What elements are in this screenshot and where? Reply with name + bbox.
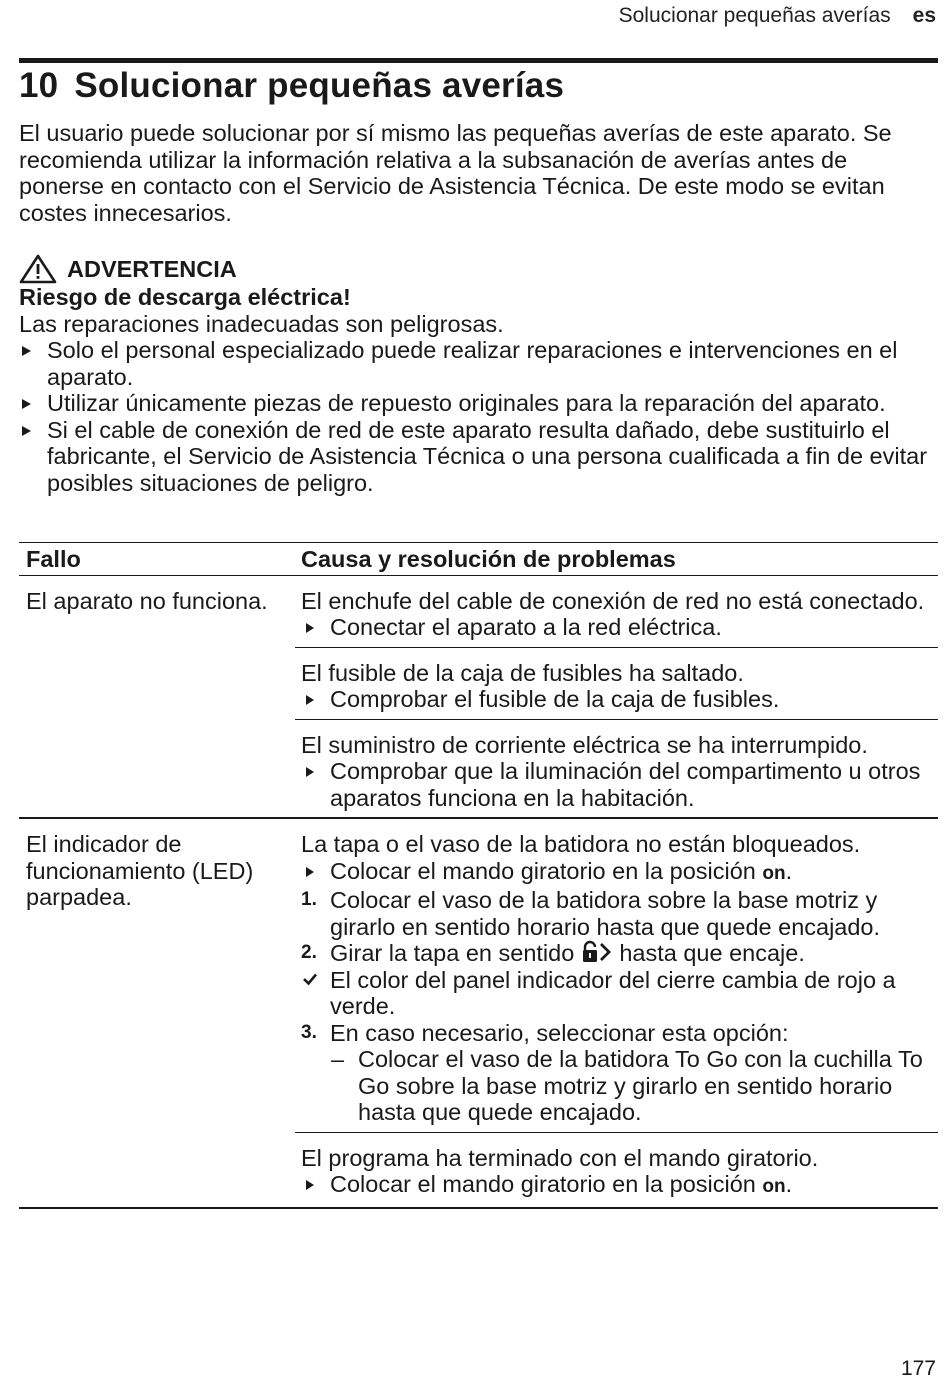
result-text: El color del panel indicador del cierre cambia de rojo a verde. [330,966,896,1019]
warning-heading [19,254,934,284]
action-bullet: Comprobar el fusible de la caja de fusibles. [301,686,938,713]
header-rule [19,58,938,63]
position-keyword: on [762,862,786,884]
chapter-heading [19,66,564,106]
cause-text: El suministro de corriente eléctrica se ha interrumpido. [301,731,868,758]
step-number: 1. [301,889,317,910]
step-number: 3. [301,1021,317,1043]
warning-subtitle: Riesgo de descarga eléctrica! [19,284,351,310]
language-code: es [912,4,936,27]
option-item [301,1046,938,1126]
action-bullet [301,858,938,888]
cause-text: La tapa o el vaso de la batidora no están bloqueados. [301,831,861,857]
table-row [19,819,938,1209]
result-line [301,967,938,1020]
checkmark-icon [302,971,318,987]
cause-text: El enchufe del cable de conexión de red no está conectado. [301,587,925,614]
action-text: Colocar el mando giratorio en la posición [330,1171,763,1197]
step-text: Colocar el vaso de la batidora sobre la base motriz y girarlo en sentido horario hasta que quede encajado. [330,887,881,940]
cause-block [295,720,938,818]
numbered-step [301,940,938,967]
fault-cell: El indicador de funcionamiento (LED) parpadea. [26,831,254,910]
page-number: 177 [900,1357,936,1380]
column-header-cause: Causa y resolución de problemas [301,546,676,572]
cause-text: El programa ha terminado con el mando giratorio. [301,1144,819,1171]
padlock-arrow-icon [581,940,613,964]
running-header [619,4,936,28]
numbered-step [301,887,938,940]
causes-cell [295,576,938,818]
table-header-row [19,542,938,576]
warning-text: Las reparaciones inadecuadas son peligrosas. [19,310,504,337]
position-keyword: on [762,1176,786,1197]
option-text: Colocar el vaso de la batidora To Go con la cuchilla To Go sobre la base motriz y girarlo en sentido horario hasta que quede encajado. [358,1046,923,1125]
numbered-step [301,1020,938,1047]
cause-block [295,819,938,1133]
warning-block [19,254,934,496]
fault-cell: El aparato no funciona. [26,587,268,614]
step-text-suffix: hasta que encaje. [612,940,805,966]
action-suffix: . [785,857,793,884]
step-number: 2. [301,942,317,963]
dash-mark: – [331,1046,345,1072]
action-text: Colocar el mando giratorio en la posición [330,857,763,884]
step-text: En caso necesario, seleccionar esta opción: [330,1019,789,1046]
warning-label: ADVERTENCIA [67,255,237,282]
action-bullet: Conectar el aparato a la red eléctrica. [301,614,938,641]
running-title: Solucionar pequeñas averías [618,4,891,27]
warning-bullet: Utilizar únicamente piezas de repuesto originales para la reparación del aparato. [19,390,934,417]
column-header-fault: Fallo [26,546,81,572]
intro-paragraph: El usuario puede solucionar por sí mismo las pequeñas averías de este aparato. Se recomienda utilizar la información relativa a la subsanación de averías antes de ponerse en contacto con el Servicio de Asistencia Técnica. De este modo se evitan costes innecesarios. [19,120,892,226]
action-suffix: . [785,1171,793,1197]
action-bullet [301,1171,938,1201]
warning-bullet: Solo el personal especializado puede realizar reparaciones e intervenciones en el aparato. [19,337,934,390]
cause-text: El fusible de la caja de fusibles ha saltado. [301,659,744,686]
chapter-number: 10 [19,66,59,105]
cause-block [295,648,938,720]
step-text: Girar la tapa en sentido [330,940,581,966]
causes-cell [295,819,938,1207]
warning-triangle-icon [19,254,57,284]
action-bullet: Comprobar que la iluminación del compartimento u otros aparatos funciona en la habitación. [301,758,938,811]
troubleshooting-table [19,542,938,1209]
cause-block [295,1133,938,1207]
warning-bullet: Si el cable de conexión de red de este aparato resulta dañado, debe sustituirlo el fabricante, el Servicio de Asistencia Técnica o una persona cualificada a fin de evitar posibles situaciones de peligro. [19,417,934,497]
chapter-title: Solucionar pequeñas averías [74,66,565,105]
cause-block [295,576,938,648]
table-row [19,576,938,820]
